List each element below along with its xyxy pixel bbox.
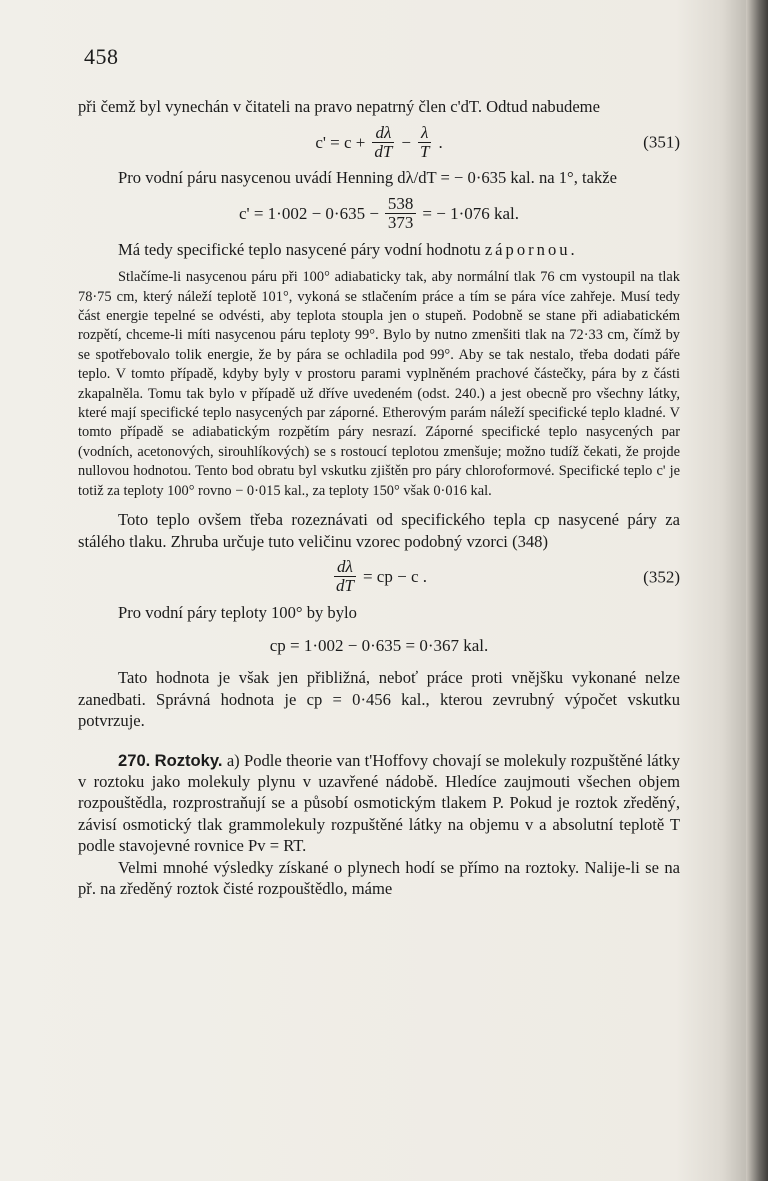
page-number: 458 — [84, 44, 119, 69]
eq351-frac2-numerator: λ — [418, 124, 431, 143]
eqc-numerator: 538 — [385, 195, 417, 214]
book-spine-shadow — [746, 0, 768, 1181]
paragraph-water-vapour: Pro vodní páry teploty 100° by bylo — [118, 602, 357, 622]
equation-number-352: (352) — [643, 567, 680, 587]
eq351-frac2-denominator: T — [419, 141, 430, 161]
section-paragraph-2: Velmi mnohé výsledky získané o plynech hodí se přímo na roztoky. Nalije-li se na př. na zředěný roztok čisté rozpouštědlo, máme — [78, 857, 680, 898]
eq352-fraction — [333, 558, 357, 595]
section-paragraph-1: a) Podle theorie van t'Hoffovy chovají se molekuly rozpuštěné látky v roztoku jako molekuly plynu v uzavřené nádobě. Hledíce zaujmouti všechen objem rozpouštědla, rozprostraňují se a působí osmotickým tlakem P. Pokud je roztok zředěný, závisí osmotický tlak grammolekuly rozpuštěné látky na objemu v a absolutní teplotě T podle stavojevné rovnice Pv = RT. — [78, 750, 681, 856]
eq351-lhs: c' = c + — [315, 132, 366, 152]
equation-352 — [78, 554, 680, 600]
paragraph-henning: Pro vodní páru nasycenou uvádí Henning dλ/dT = − 0·635 kal. na 1°, takže — [118, 168, 617, 188]
paragraph-specific-heat-cp: Toto teplo ovšem třeba rozeznávati od specifického tepla cp nasycené páry za stálého tlaku. Zhruba určuje tuto veličinu vzorec podobný vzorci (348) — [78, 510, 680, 551]
paragraph-negative-heat — [78, 239, 680, 260]
eqc-rhs: = − 1·076 kal. — [422, 204, 520, 224]
equation-number-351: (351) — [643, 132, 680, 152]
eq351-tail: . — [438, 132, 443, 152]
eq351-minus: − — [401, 132, 411, 152]
eq352-rhs: = cp − c . — [362, 567, 427, 587]
equation-351 — [78, 119, 680, 165]
eq351-frac1-denominator: dT — [374, 141, 393, 161]
eqc-denominator: 373 — [387, 213, 414, 233]
p3-emphasis: zápornou. — [484, 239, 578, 259]
eqc-lhs: c' = 1·002 − 0·635 − — [238, 204, 379, 224]
eq351-fraction-2 — [417, 124, 432, 161]
eq352-denominator: dT — [336, 576, 354, 596]
eqc-fraction — [385, 195, 417, 232]
paragraph-intro: při čemž byl vynechán v čitateli na pravo nepatrný člen c'dT. Odtud nabudeme — [78, 97, 600, 116]
eq351-frac1-numerator: dλ — [372, 124, 394, 143]
eq352-numerator: dλ — [334, 558, 356, 577]
section-title: Roztoky. — [154, 750, 223, 770]
paragraph-approximation: Tato hodnota je však jen přibližná, neboť práce proti vnějšku vykonané nelze zanedbati. Správná hodnota je cp = 0·456 kal., kterou zevrubný výpočet vskutku potvrzuje. — [78, 668, 680, 731]
equation-c-prime — [78, 191, 680, 237]
paragraph-adiabatic: Stlačíme-li nasycenou páru při 100° adiabaticky tak, aby normální tlak 76 cm vystoupil na tlak 78·75 cm, který náleží teplotě 101°, vykoná se stlačením práce a tím se pára více zahřeje. Musí tedy část energie tepelné se odvésti, aby teplota stoupla jen o stupeň. Podobně se stane při adiabatickém rozpětí, chceme-li míti nasycenou páru teploty 99°. Bylo by nutno zmenšiti tlak na 72·33 cm, čímž by se spotřebovalo tolik energie, že by pára se ochladila pod 99°. Aby se tak nestalo, třeba dodati páře teplo. V tomto případě, kdyby byly v prostoru parami vyplněném prachové částečky, pára by z části zkapalněla. Tomu tak bylo v případě už dříve uvedeném (odst. 240.) a jest obecně pro všechny látky, které mají specifické teplo nasycených par záporné. Etherovým parám náleží specifické teplo kladné. V tomto případě se adiabatickým rozpětím páry nesrazí. Záporné specifické teplo nasycených par (vodních, acetonových, sirouhlíkových) se s rostoucí teplotou zmenšuje; možno tudíž čekati, že projde nullovou hodnotou. Tento bod obratu byl vskutku zjištěn pro páry chloroformové. Specifické teplo c' je totiž za teploty 100° rovno − 0·015 kal., za teploty 150° však 0·016 kal. — [78, 269, 680, 499]
eq351-fraction-1 — [371, 124, 395, 161]
eqcp-expression: cp = 1·002 − 0·635 = 0·367 kal. — [269, 635, 489, 655]
page-body — [78, 96, 680, 899]
equation-cp — [78, 625, 680, 665]
p3-text: Má tedy specifické teplo nasycené páry vodní hodnotu — [118, 239, 481, 259]
section-270 — [78, 750, 680, 857]
section-number: 270. — [118, 750, 151, 770]
